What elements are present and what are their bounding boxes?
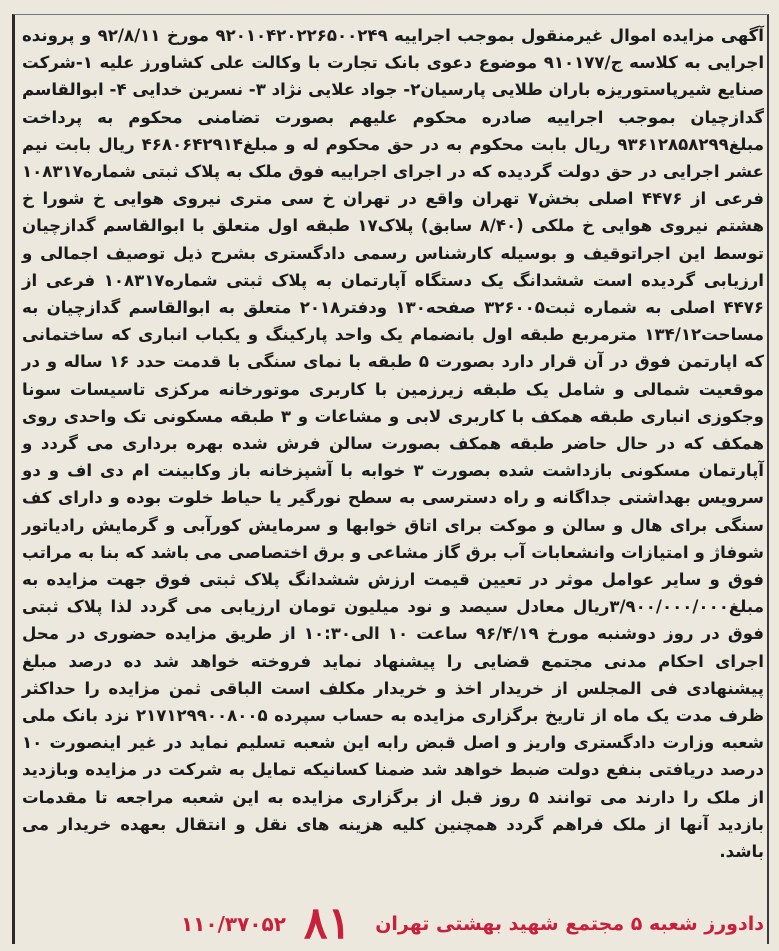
handwritten-number: ۸۱ xyxy=(303,898,352,949)
notice-footer xyxy=(22,898,764,949)
notice-body: آگهی مزایده اموال غیرمنقول بموجب اجراییه ۹۲۰۱۰۴۲۰۲۲۶۵۰۰۲۴۹ مورخ ۹۲/۸/۱۱ و پرونده اجرایی به کلاسه ج/۹۱۰۱۷۷ موضوع دعوی بانک تجارت با وکالت علی کشاورز علیه ۱-شرکت صنایع شیرپاستوریزه باران طلایی پارسیان۲- جواد علایی نژاد ۳- نسرین خدایی ۴- ابوالقاسم گدازچیان بموجب اجراییه صادره محکوم علیهم بصورت تضامنی محکوم به پرداخت مبلغ۹۳۶۱۲۸۵۸۲۹۹ ریال بابت محکوم به در حق محکوم له و مبلغ۴۶۸۰۶۴۲۹۱۴ ریال بابت نیم عشر اجرایی در حق دولت گردیده که در اجرای اجراییه فوق ملک به پلاک ثبتی شماره۱۰۸۳۱۷ فرعی از ۴۴۷۶ اصلی بخش۷ تهران واقع در تهران خ سی متری نیروی هوایی خ شورا خ هشتم نیروی هوایی خ ملکی (۸/۴۰ سابق) پلاک۱۷ طبقه اول متعلق با ابوالقاسم گدازچیان توسط این اجراتوقیف و بوسیله کارشناس رسمی دادگستری بشرح ذیل توصیف اجمالی و ارزیابی گردیده است ششدانگ یک دستگاه آپارتمان به پلاک ثبتی شماره۱۰۸۳۱۷ فرعی از ۴۴۷۶ اصلی به شماره ثبت۳۲۶۰۰۵ صفحه۱۳۰ ودفتر۲۰۱۸ متعلق به ابوالقاسم گدازچیان به مساحت۱۳۴/۱۲ مترمربع طبقه اول بانضمام یک واحد پارکینگ و یکباب انباری که ساختمانی که اپارتمن فوق در آن قرار دارد بصورت ۵ طبقه با نمای سنگی با قدمت حدد ۱۶ ساله و در موقعیت شمالی و شامل یک طبقه زیرزمین با کاربری موتورخانه مرکزی تاسیسات سونا وجکوزی انباری طبقه همکف با کاربری لابی و مشاعات و ۳ طبقه مسکونی تک واحدی روی همکف که در حال حاضر طبقه همکف بصورت سالن فرش شده بهره برداری می گردد و آپارتمان مسکونی بازداشت شده بصورت ۳ خوابه با آشپزخانه باز وکابینت ام دی اف و دو سرویس بهداشتی جداگانه و راه دسترسی به سطح نورگیر یا حیاط خلوت بوده و دارای کف سنگی برای هال و سالن و موکت برای اتاق خوابها و سرمایش کورآبی و گرمایش رادیاتور شوفاژ و امتیازات وانشعابات آب برق گاز مشاعی و برق اختصاصی می باشد که بنا به مراتب فوق و سایر عوامل موثر در تعیین قیمت ارزش ششدانگ پلاک ثبتی فوق جهت مزایده به مبلغ۳/۹۰۰/۰۰۰/۰۰۰ریال معادل سیصد و نود میلیون تومان ارزیابی می گردد لذا پلاک ثبتی فوق در روز دوشنبه مورخ ۹۶/۴/۱۹ ساعت ۱۰ الی۱۰:۳۰ از طریق مزایده حضوری در محل اجرای احکام مدنی مجتمع قضایی را پیشنهاد نماید فروخته خواهد شد ده درصد مبلغ پیشنهادی فی المجلس از خریدار اخذ و خریدار مکلف است الباقی ثمن مزایده را حداکثر ظرف مدت یک ماه از تاریخ برگزاری مزایده به حساب سپرده ۲۱۷۱۲۹۹۰۰۸۰۰۵ نزد بانک ملی شعبه وزارت دادگستری واریز و اصل قبض رابه این شعبه تسلیم نماید در غیر اینصورت ۱۰ درصد دریافتی بنفع دولت ضبط خواهد شد ضمنا کسانیکه تمایل به شرکت در مزایده وبازدید از ملک را دارند می توانند ۵ روز قبل از برگزاری مزایده به این شعبه مراجعه تا مقدمات بازدید آنها از ملک فراهم گردد همچنین کلیه هزینه های نقل و انتقال بعهده خریدار می باشد. xyxy=(22,26,765,862)
issuer-signature: دادورز شعبه ۵ مجتمع شهید بهشتی تهران xyxy=(375,913,764,935)
reference-number: ۱۱۰/۳۷۰۵۲ xyxy=(180,912,286,936)
auction-notice xyxy=(22,22,764,865)
